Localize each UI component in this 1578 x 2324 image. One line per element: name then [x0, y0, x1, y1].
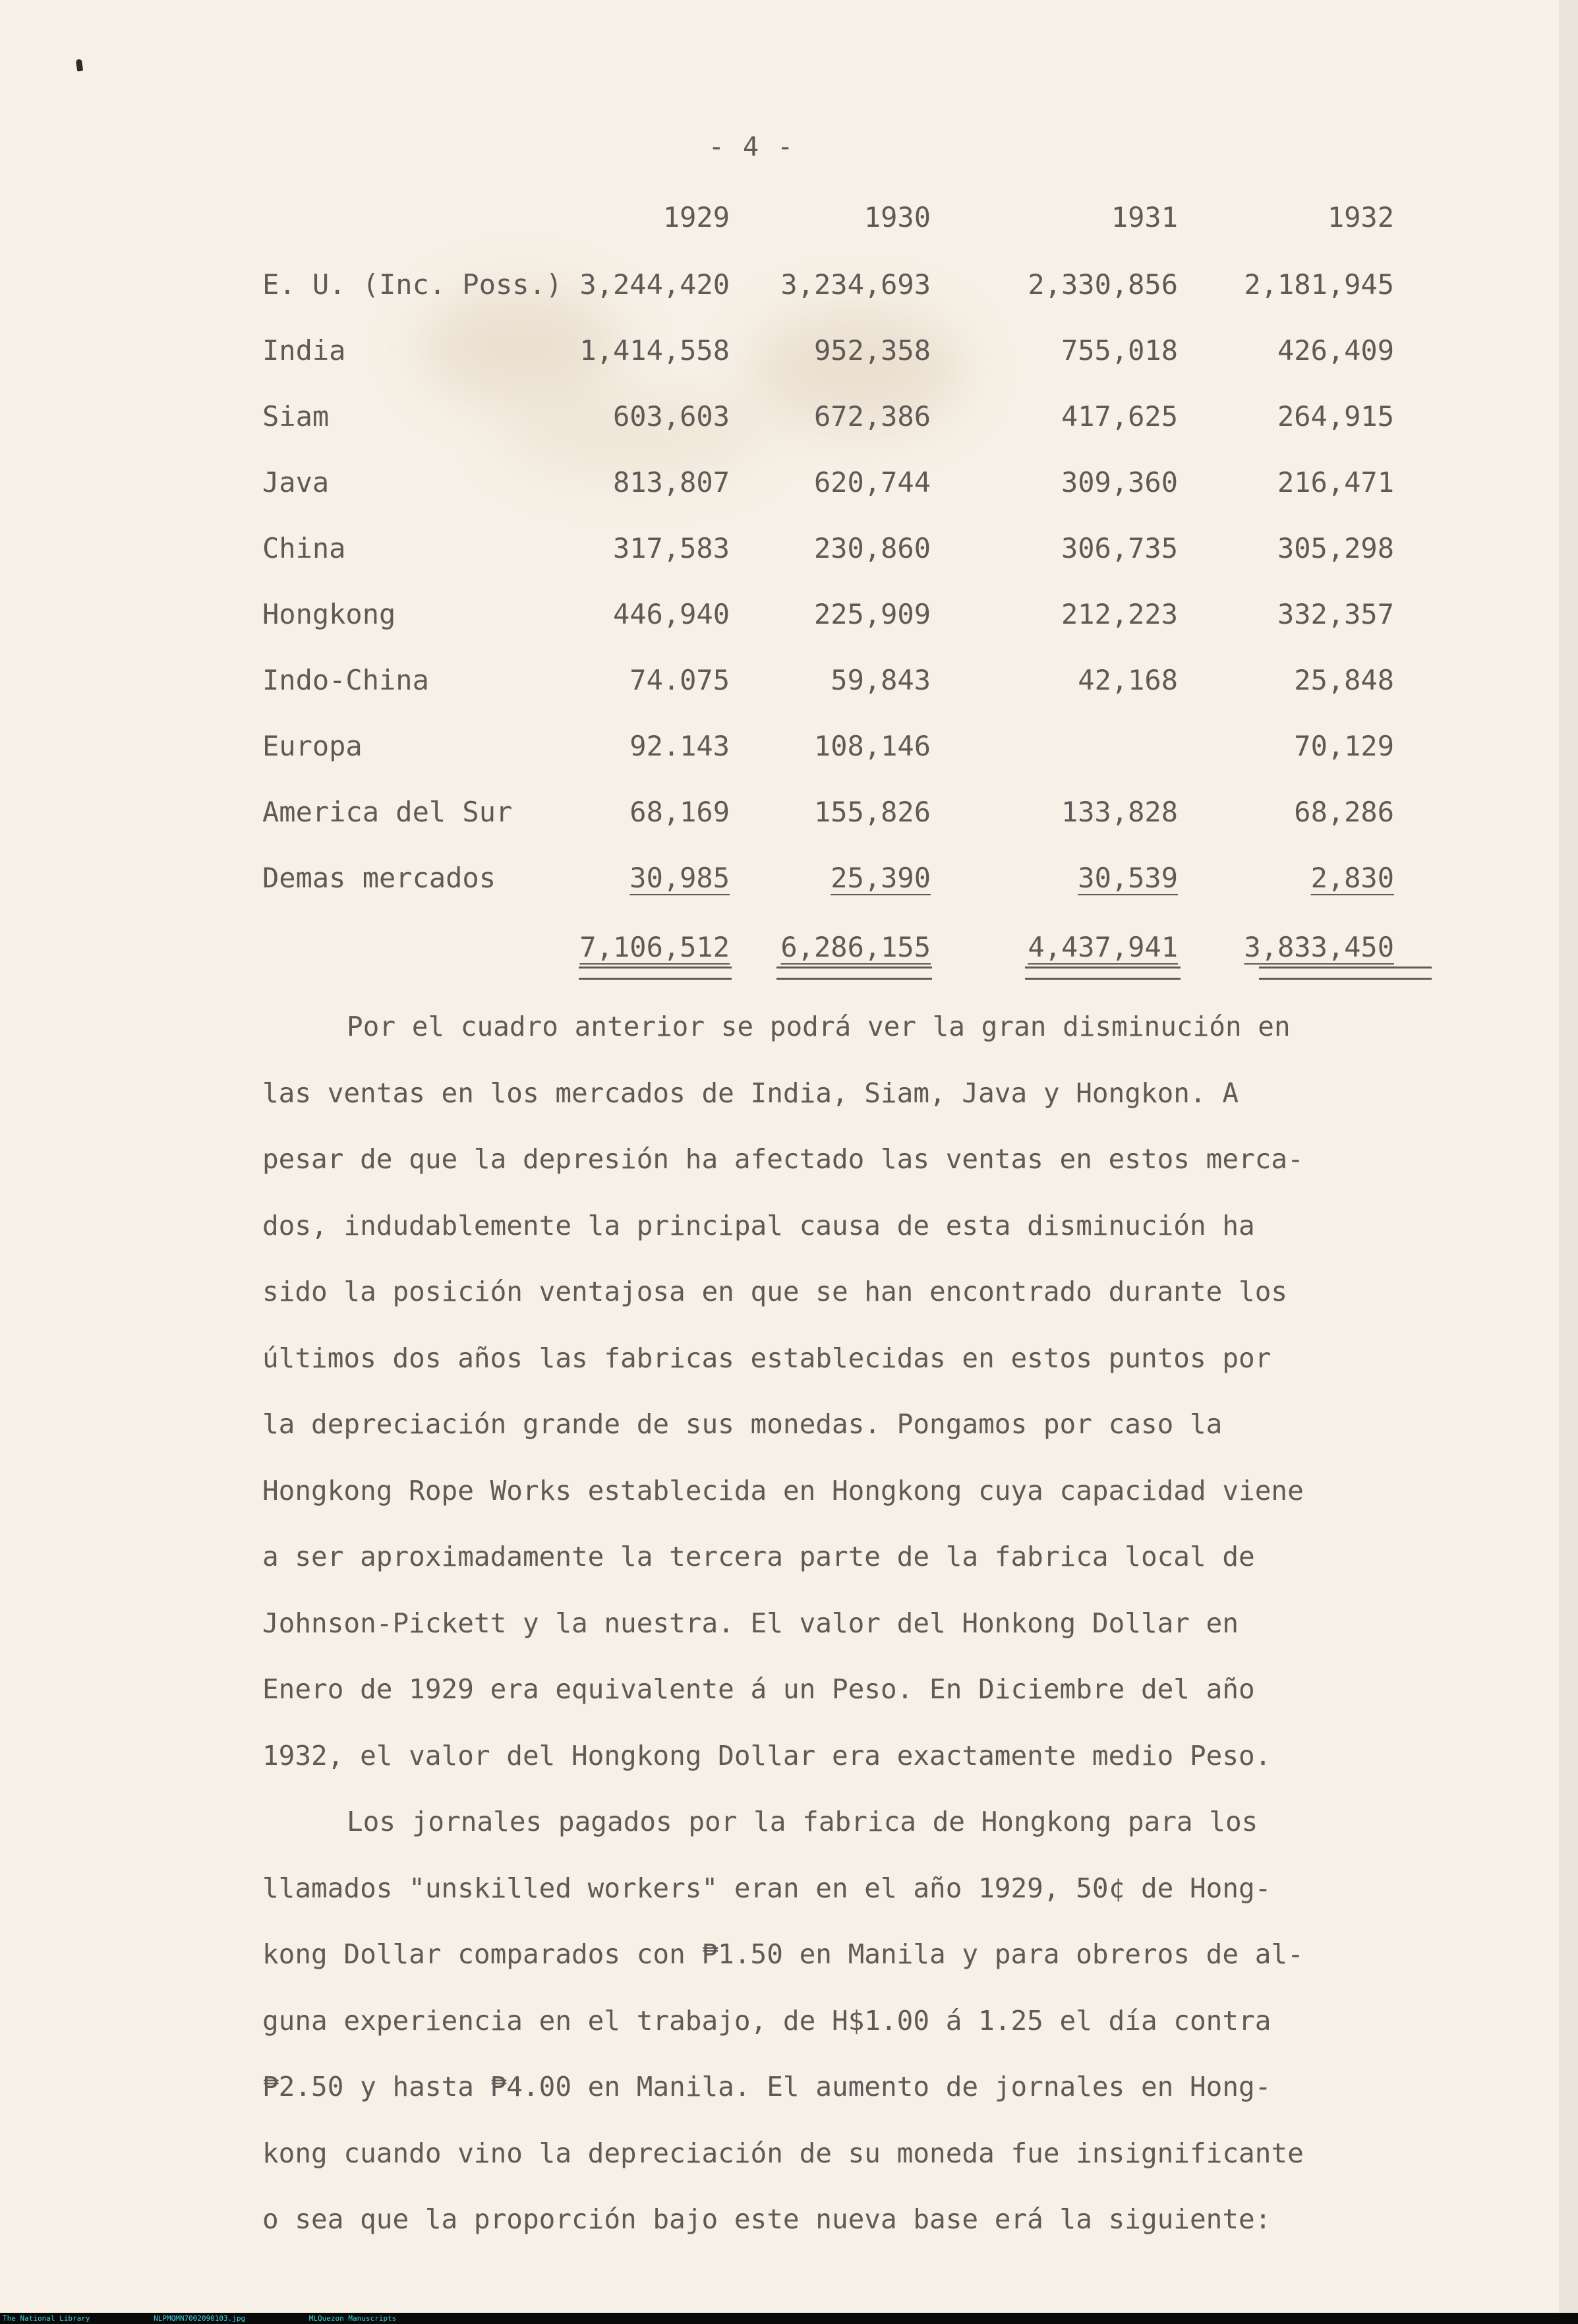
value-cell: 59,843	[831, 664, 931, 696]
value-cell: 603,603	[612, 400, 730, 432]
market-label: Europa	[262, 730, 363, 762]
text-line: o sea que la proporción bajo este nueva base erá la siguiente:	[262, 2203, 1271, 2235]
table-row	[0, 265, 1578, 305]
value-cell: 108,146	[813, 730, 931, 762]
value-cell: 952,358	[813, 334, 931, 367]
text-line: kong Dollar comparados con ₱1.50 en Manila y para obreros de al-	[262, 1938, 1304, 1970]
value-cell: 1,414,558	[579, 334, 730, 367]
text-line: pesar de que la depresión ha afectado las ventas en estos merca-	[262, 1143, 1304, 1175]
text-line: guna experiencia en el trabajo, de H$1.00 á 1.25 el día contra	[262, 2004, 1271, 2037]
value-cell: 212,223	[1061, 598, 1178, 630]
market-label: China	[262, 532, 346, 564]
text-line: kong cuando vino la depreciación de su moneda fue insignificante	[262, 2137, 1304, 2169]
value-cell: 309,360	[1061, 466, 1178, 498]
total-cell: 6,286,155	[780, 931, 931, 963]
value-cell: 133,828	[1061, 796, 1178, 828]
value-cell: 305,298	[1277, 532, 1394, 564]
market-label: Hongkong	[262, 598, 396, 630]
text-line: 1932, el valor del Hongkong Dollar era exactamente medio Peso.	[262, 1739, 1271, 1772]
value-cell: 2,181,945	[1244, 268, 1394, 301]
footer-library: The National Library	[3, 2314, 90, 2323]
text-line: a ser aproximadamente la tercera parte de la fabrica local de	[262, 1541, 1255, 1572]
double-underline	[776, 967, 932, 980]
market-label: India	[262, 334, 346, 367]
table-row	[0, 595, 1578, 634]
total-cell: 4,437,941	[1028, 931, 1178, 963]
value-cell: 3,234,693	[780, 268, 931, 301]
text-line: Hongkong Rope Works establecida en Hongkong cuya capacidad viene	[262, 1474, 1304, 1506]
market-label: E. U. (Inc. Poss.)	[262, 268, 563, 301]
double-underline	[579, 967, 732, 980]
body-paragraph	[262, 1789, 1357, 2253]
text-line: sido la posición ventajosa en que se han encontrado durante los	[262, 1276, 1288, 1307]
value-cell: 2,330,856	[1028, 268, 1178, 301]
value-cell: 70,129	[1294, 730, 1394, 762]
total-cell: 7,106,512	[579, 931, 730, 963]
value-cell: 155,826	[813, 796, 931, 828]
market-label: Indo-China	[262, 664, 429, 696]
value-cell: 426,409	[1277, 334, 1394, 367]
value-cell: 813,807	[612, 466, 730, 498]
total-cell: 3,833,450	[1244, 931, 1394, 963]
scan-footer	[0, 2313, 1578, 2324]
market-label: Demas mercados	[262, 862, 496, 894]
value-cell: 755,018	[1061, 334, 1178, 367]
value-cell: 42,168	[1078, 664, 1178, 696]
table-row	[0, 397, 1578, 436]
text-line: dos, indudablemente la principal causa de esta disminución ha	[262, 1209, 1255, 1241]
table-row	[0, 792, 1578, 832]
footer-file: NLPMQMN7002090103.jpg	[154, 2314, 246, 2323]
table-row	[0, 661, 1578, 700]
text-line: Enero de 1929 era equivalente á un Peso. En Diciembre del año	[262, 1673, 1255, 1705]
market-label: Siam	[262, 400, 330, 432]
value-cell: 68,169	[629, 796, 730, 828]
year-header: 1929	[662, 201, 730, 233]
value-cell: 225,909	[813, 598, 931, 630]
page-number: - 4 -	[708, 132, 795, 162]
value-cell: 68,286	[1294, 796, 1394, 828]
value-cell: 92.143	[629, 730, 730, 762]
page-edge	[1559, 0, 1578, 2313]
value-cell: 264,915	[1277, 400, 1394, 432]
text-line: ₱2.50 y hasta ₱4.00 en Manila. El aumento de jornales en Hong-	[262, 2071, 1271, 2102]
value-cell: 317,583	[612, 532, 730, 564]
text-line: Johnson-Pickett y la nuestra. El valor del Honkong Dollar en	[262, 1607, 1239, 1639]
ink-mark	[76, 59, 83, 71]
table-row	[0, 529, 1578, 568]
value-cell: 446,940	[612, 598, 730, 630]
value-cell: 216,471	[1277, 466, 1394, 498]
value-cell: 620,744	[813, 466, 931, 498]
double-underline	[1259, 967, 1432, 980]
year-header: 1931	[1111, 201, 1178, 233]
table-row	[0, 727, 1578, 766]
body-paragraph	[262, 994, 1357, 1789]
value-cell: 417,625	[1061, 400, 1178, 432]
year-header: 1930	[863, 201, 931, 233]
text-line: la depreciación grande de sus monedas. Pongamos por caso la	[262, 1408, 1223, 1440]
footer-collection: MLQuezon Manuscripts	[308, 2314, 397, 2323]
year-header: 1932	[1327, 201, 1394, 233]
value-cell: 25,390	[831, 862, 931, 894]
value-cell: 230,860	[813, 532, 931, 564]
value-cell: 332,357	[1277, 598, 1394, 630]
market-label: Java	[262, 466, 330, 498]
value-cell: 74.075	[629, 664, 730, 696]
value-cell: 30,985	[629, 862, 730, 894]
text-line: las ventas en los mercados de India, Siam, Java y Hongkon. A	[262, 1077, 1239, 1109]
text-line: Los jornales pagados por la fabrica de Hongkong para los	[347, 1806, 1258, 1837]
value-cell: 2,830	[1310, 862, 1394, 894]
table-row	[0, 331, 1578, 371]
value-cell: 30,539	[1078, 862, 1178, 894]
value-cell: 25,848	[1294, 664, 1394, 696]
text-line: llamados "unskilled workers" eran en el año 1929, 50¢ de Hong-	[262, 1872, 1271, 1904]
double-underline	[1025, 967, 1181, 980]
totals-row	[0, 928, 1578, 967]
value-cell: 672,386	[813, 400, 931, 432]
text-line: últimos dos años las fabricas establecidas en estos puntos por	[262, 1342, 1271, 1374]
market-label: America del Sur	[262, 796, 513, 828]
text-line: Por el cuadro anterior se podrá ver la gran disminución en	[347, 1011, 1291, 1042]
value-cell: 306,735	[1061, 532, 1178, 564]
table-row	[0, 858, 1578, 898]
table-header-row	[0, 198, 1578, 237]
value-cell: 3,244,420	[579, 268, 730, 301]
table-row	[0, 463, 1578, 502]
